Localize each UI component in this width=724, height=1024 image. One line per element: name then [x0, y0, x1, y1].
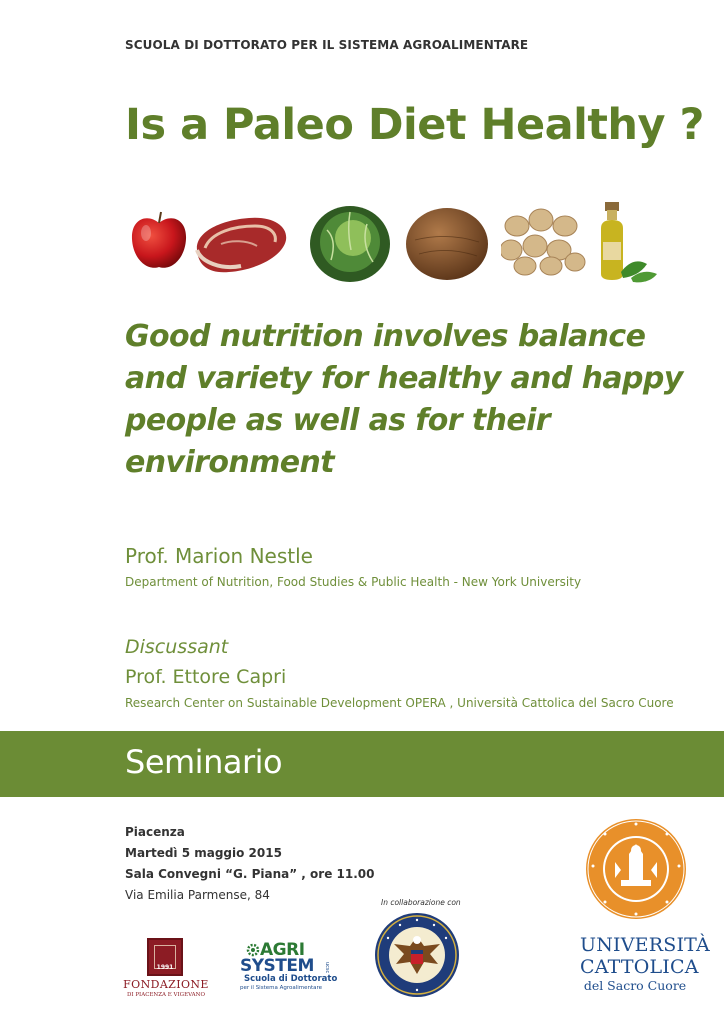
- tagline: Good nutrition involves balance and variety for healthy and happy people as well as for their environment: [125, 319, 683, 480]
- agri-school-text: Scuola di Dottorato: [244, 974, 338, 984]
- agrisystem-logo: [238, 940, 338, 998]
- university-line2: CATTOLICA: [580, 956, 699, 978]
- seminar-band: [0, 731, 724, 797]
- event-address: Via Emilia Parmense, 84: [125, 888, 270, 902]
- food-images: [125, 196, 665, 286]
- beef-image: [191, 214, 291, 274]
- olive-oil-image: [593, 198, 659, 284]
- university-line1: UNIVERSITÀ: [580, 934, 710, 956]
- apple-image: [129, 209, 189, 271]
- ucsc-text: ucsc: [324, 962, 330, 974]
- discussant-label: Discussant: [125, 636, 229, 658]
- fondazione-logo: [120, 938, 212, 998]
- system-text: SYSTEM: [240, 956, 314, 976]
- fondazione-subtitle: DI PIACENZA E VIGEVANO: [127, 992, 205, 998]
- event-date: Martedì 5 maggio 2015: [125, 846, 282, 860]
- walnuts-image: [501, 206, 587, 276]
- band-title: Seminario: [125, 743, 283, 781]
- discussant-name: Prof. Ettore Capri: [125, 666, 287, 688]
- page-title: Is a Paleo Diet Healthy ?: [125, 100, 704, 150]
- fondazione-emblem: [147, 938, 183, 976]
- event-details: [125, 822, 374, 906]
- speaker-affiliation: Department of Nutrition, Food Studies & Public Health - New York University: [125, 575, 582, 589]
- gear-icon: [246, 943, 260, 957]
- university-seal-icon: [585, 818, 687, 920]
- cabbage-image: [307, 200, 393, 284]
- fondazione-year: 1991: [156, 964, 174, 971]
- event-city: Piacenza: [125, 825, 185, 839]
- agri-subtitle: per il Sistema Agroalimentare: [240, 985, 323, 991]
- university-line3: del Sacro Cuore: [583, 978, 687, 993]
- discussant-affiliation: Research Center on Sustainable Development OPERA , Università Cattolica del Sacro Cuore: [125, 696, 674, 710]
- fondazione-name: FONDAZIONE: [123, 978, 209, 991]
- coconut-image: [405, 204, 489, 282]
- collaboration-label: In collaborazione con: [381, 898, 461, 907]
- agri-text: AGRI: [260, 940, 305, 960]
- school-name: SCUOLA DI DOTTORATO PER IL SISTEMA AGROALIMENTARE: [125, 38, 529, 52]
- event-venue: Sala Convegni “G. Piana” , ore 11.00: [125, 867, 375, 881]
- speaker-name: Prof. Marion Nestle: [125, 544, 313, 568]
- university-name: [580, 934, 710, 993]
- us-consulate-seal-icon: [374, 912, 460, 998]
